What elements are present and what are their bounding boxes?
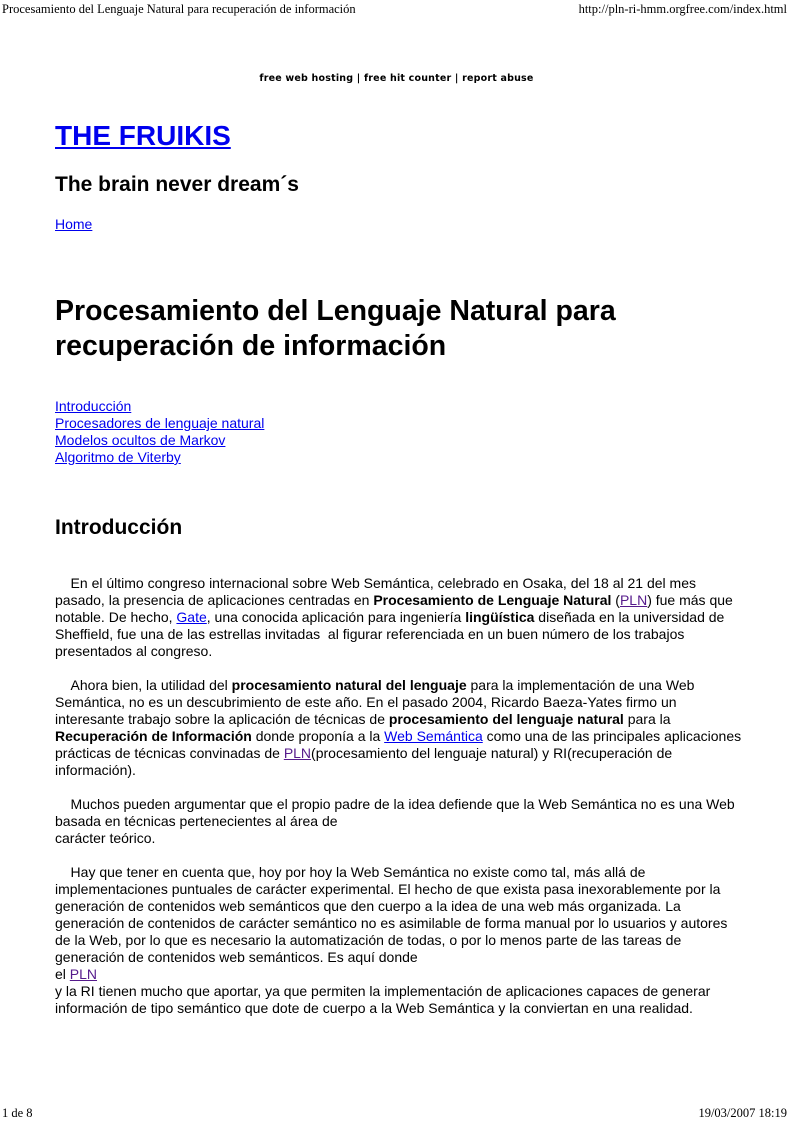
text: para la — [623, 711, 671, 727]
table-of-contents — [55, 398, 264, 466]
home-link[interactable]: Home — [55, 216, 93, 232]
site-title-link[interactable]: THE FRUIKIS — [55, 120, 231, 151]
site-tagline: The brain never dream´s — [55, 173, 299, 196]
bold-term: procesamiento del lenguaje natural — [388, 711, 624, 727]
print-header-title: Procesamiento del Lenguaje Natural para recuperación de información — [2, 2, 356, 16]
paragraph-1 — [55, 575, 745, 660]
paragraph-3 — [55, 796, 745, 847]
text: como una de las principales aplicaciones prácticas de técnicas convinadas de — [55, 728, 742, 761]
hosting-separator: | — [451, 73, 463, 84]
paragraph-4 — [55, 864, 745, 1017]
report-abuse-link[interactable]: report abuse — [462, 73, 534, 84]
page-number: 1 de 8 — [2, 1106, 33, 1120]
text: carácter teórico. — [55, 830, 156, 846]
print-header-url: http://pln-ri-hmm.orgfree.com/index.html — [578, 2, 787, 16]
bold-term: Procesamiento de Lenguaje Natural — [373, 592, 612, 608]
web-semantica-link[interactable]: Web Semántica — [384, 728, 483, 744]
pln-link[interactable]: PLN — [69, 966, 98, 982]
bold-term: lingüística — [465, 609, 535, 625]
text: En el último congreso internacional sobre Web Semántica, celebrado en Osaka, del 18 al 21 del mes pasado, la presencia de aplicaciones centradas en — [55, 575, 696, 608]
paragraph-2 — [55, 677, 745, 779]
toc-link-modelos-markov[interactable]: Modelos ocultos de Markov — [55, 432, 226, 448]
text: , una conocida aplicación para ingeniería — [206, 609, 466, 625]
bold-term: Recuperación de Información — [55, 728, 252, 744]
bold-term: procesamiento natural del lenguaje — [231, 677, 467, 693]
text: y la RI tienen mucho que aportar, ya que permiten la implementación de aplicaciones capaces de generar información de tipo semántico que dote de cuerpo a la Web Semántica y la conviertan en una realidad. — [55, 983, 711, 1016]
text: para la implementación de una Web Semántica, no es un descubrimiento de este año. En el pasado 2004, Ricardo Baeza-Yates firmo un interesante trabajo sobre la aplicación de técnicas de — [55, 677, 695, 727]
print-datetime: 19/03/2007 18:19 — [698, 1106, 787, 1120]
text: donde proponía a la — [251, 728, 385, 744]
free-web-hosting-link[interactable]: free web hosting — [259, 73, 354, 84]
text: ( — [611, 592, 620, 608]
text: Ahora bien, la utilidad del — [55, 677, 232, 693]
text: (procesamiento del lenguaje natural) y RI(recuperación de información). — [55, 745, 673, 778]
text: ) fue más que notable. De hecho, — [55, 592, 733, 625]
pln-link[interactable]: PLN — [619, 592, 648, 608]
article-body — [55, 575, 745, 1034]
hosting-bar — [0, 73, 793, 84]
pln-link[interactable]: PLN — [283, 745, 312, 761]
toc-link-viterby[interactable]: Algoritmo de Viterby — [55, 449, 181, 465]
text: el — [55, 966, 70, 982]
hosting-separator: | — [353, 73, 364, 84]
section-title-introduccion: Introducción — [55, 516, 183, 539]
text: Hay que tener en cuenta que, hoy por hoy la Web Semántica no existe como tal, más allá de implementaciones puntuales de carácter experimental. El hecho de que exista pasa inexorablemente por la generación de contenidos web semánticos que den cuerpo a la idea de una web más organizada. La generación de contenidos de carácter semántico no es asimilable de forma manual por lo usuarios y autores de la Web, por lo que es necesario la automatización de todas, o por lo menos parte de las tareas de generación de contenidos web semánticos. Es aquí donde — [55, 864, 728, 965]
toc-link-introduccion[interactable]: Introducción — [55, 398, 132, 414]
gate-link[interactable]: Gate — [176, 609, 207, 625]
toc-link-procesadores[interactable]: Procesadores de lenguaje natural — [55, 415, 265, 431]
text: Muchos pueden argumentar que el propio padre de la idea defiende que la Web Semántica no es una Web basada en técnicas pertenecientes al área de — [55, 796, 735, 829]
text: diseñada en la universidad de Sheffield, fue una de las estrellas invitadas al figurar referenciada en un buen número de los trabajos presentados al congreso. — [55, 609, 725, 659]
page-title: Procesamiento del Lenguaje Natural para recuperación de información — [55, 295, 616, 362]
free-hit-counter-link[interactable]: free hit counter — [363, 73, 452, 84]
